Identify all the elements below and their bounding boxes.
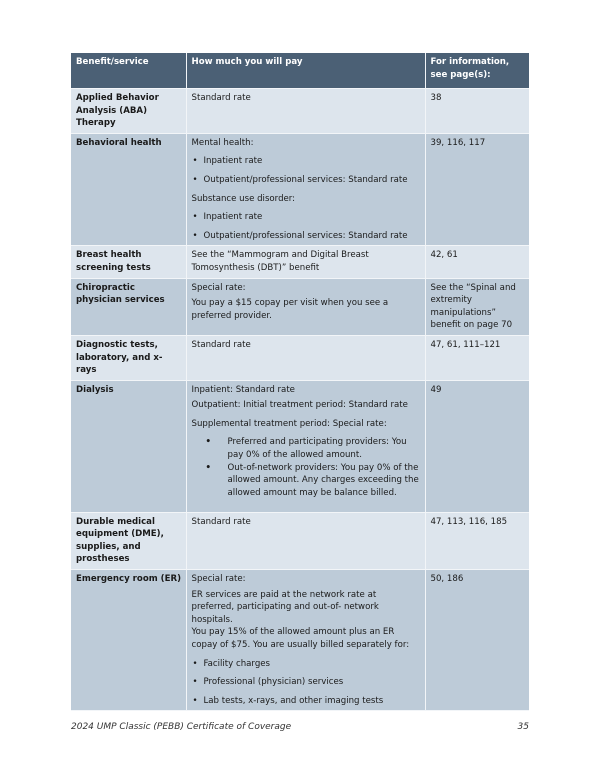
pay-text: See the “Mammogram and Digital Breast Tomosynthesis (DBT)” benefit bbox=[191, 250, 369, 273]
header-pages: For information, see page(s): bbox=[425, 53, 529, 89]
service-name: Behavioral health bbox=[71, 133, 186, 246]
bullet-item: • Inpatient rate bbox=[192, 155, 421, 168]
table-row bbox=[71, 89, 529, 134]
pay-text: You pay 15% of the allowed amount plus an ER copay of $75. You are usually billed separately for: bbox=[191, 627, 410, 651]
service-name: Chiropractic physician services bbox=[71, 278, 186, 335]
bullet-item: • Out-of-network providers: You pay 0% of the allowed amount. Any charges exceeding the allowed amount may be balance billed. bbox=[192, 462, 421, 500]
pages-cell: 38 bbox=[425, 89, 529, 134]
table-row bbox=[71, 335, 529, 380]
page-number: 35 bbox=[517, 722, 529, 732]
bullet-item: • Outpatient/professional services: Standard rate bbox=[192, 230, 421, 243]
pages-cell: 49 bbox=[425, 380, 529, 512]
pay-text: Supplemental treatment period: Special rate: bbox=[191, 418, 387, 429]
service-name: Emergency room (ER) bbox=[71, 570, 186, 711]
pay-text: Special rate: bbox=[191, 282, 246, 293]
table-row bbox=[71, 133, 529, 246]
pay-text: Inpatient: Standard rate bbox=[191, 384, 295, 395]
pay-cell bbox=[186, 512, 425, 569]
table-row bbox=[71, 278, 529, 335]
pay-text: ER services are paid at the network rate at preferred, participating and out-of- network hospitals. bbox=[191, 589, 379, 625]
pay-text: Mental health: bbox=[191, 137, 254, 148]
pay-cell bbox=[186, 133, 425, 246]
pay-cell bbox=[186, 570, 425, 711]
pay-cell bbox=[186, 89, 425, 134]
pay-cell bbox=[186, 335, 425, 380]
pay-text: Special rate: bbox=[191, 574, 246, 585]
pay-text: Standard rate bbox=[191, 339, 251, 350]
pages-cell: 39, 116, 117 bbox=[425, 133, 529, 246]
bullet-item: • Inpatient rate bbox=[192, 211, 421, 224]
benefits-table bbox=[71, 53, 529, 711]
service-name: Dialysis bbox=[71, 380, 186, 512]
header-benefit: Benefit/service bbox=[71, 53, 186, 89]
pay-cell bbox=[186, 380, 425, 512]
bullet-item: • Facility charges bbox=[192, 658, 421, 671]
pay-text: You pay a $15 copay per visit when you see a preferred provider. bbox=[191, 298, 389, 321]
pages-cell: See the “Spinal and extremity manipulations” benefit on page 70 bbox=[425, 278, 529, 335]
footer-title: 2024 UMP Classic (PEBB) Certificate of Coverage bbox=[71, 722, 292, 732]
page-footer bbox=[71, 722, 529, 732]
service-name: Applied Behavior Analysis (ABA) Therapy bbox=[71, 89, 186, 134]
pages-cell: 47, 61, 111–121 bbox=[425, 335, 529, 380]
table-row bbox=[71, 512, 529, 569]
pay-cell bbox=[186, 278, 425, 335]
pay-cell bbox=[186, 246, 425, 278]
table-row bbox=[71, 570, 529, 711]
service-name: Breast health screening tests bbox=[71, 246, 186, 278]
pay-text: Standard rate bbox=[191, 93, 251, 103]
pages-cell: 50, 186 bbox=[425, 570, 529, 711]
bullet-item: • Preferred and participating providers: You pay 0% of the allowed amount. bbox=[192, 436, 421, 461]
bullet-item: • Outpatient/professional services: Standard rate bbox=[192, 174, 421, 187]
pages-cell: 47, 113, 116, 185 bbox=[425, 512, 529, 569]
table-header-row bbox=[71, 53, 529, 89]
bullet-item: • Professional (physician) services bbox=[192, 676, 421, 689]
table-row bbox=[71, 380, 529, 512]
service-name: Diagnostic tests, laboratory, and x-rays bbox=[71, 335, 186, 380]
service-name: Durable medical equipment (DME), supplies, and prostheses bbox=[71, 512, 186, 569]
pay-text: Outpatient: Initial treatment period: Standard rate bbox=[191, 400, 408, 411]
pay-text: Standard rate bbox=[191, 516, 251, 527]
bullet-item: • Lab tests, x-rays, and other imaging tests bbox=[192, 695, 421, 708]
table-row bbox=[71, 246, 529, 278]
pay-text: Substance use disorder: bbox=[191, 193, 296, 204]
header-pay: How much you will pay bbox=[186, 53, 425, 89]
pages-cell: 42, 61 bbox=[425, 246, 529, 278]
